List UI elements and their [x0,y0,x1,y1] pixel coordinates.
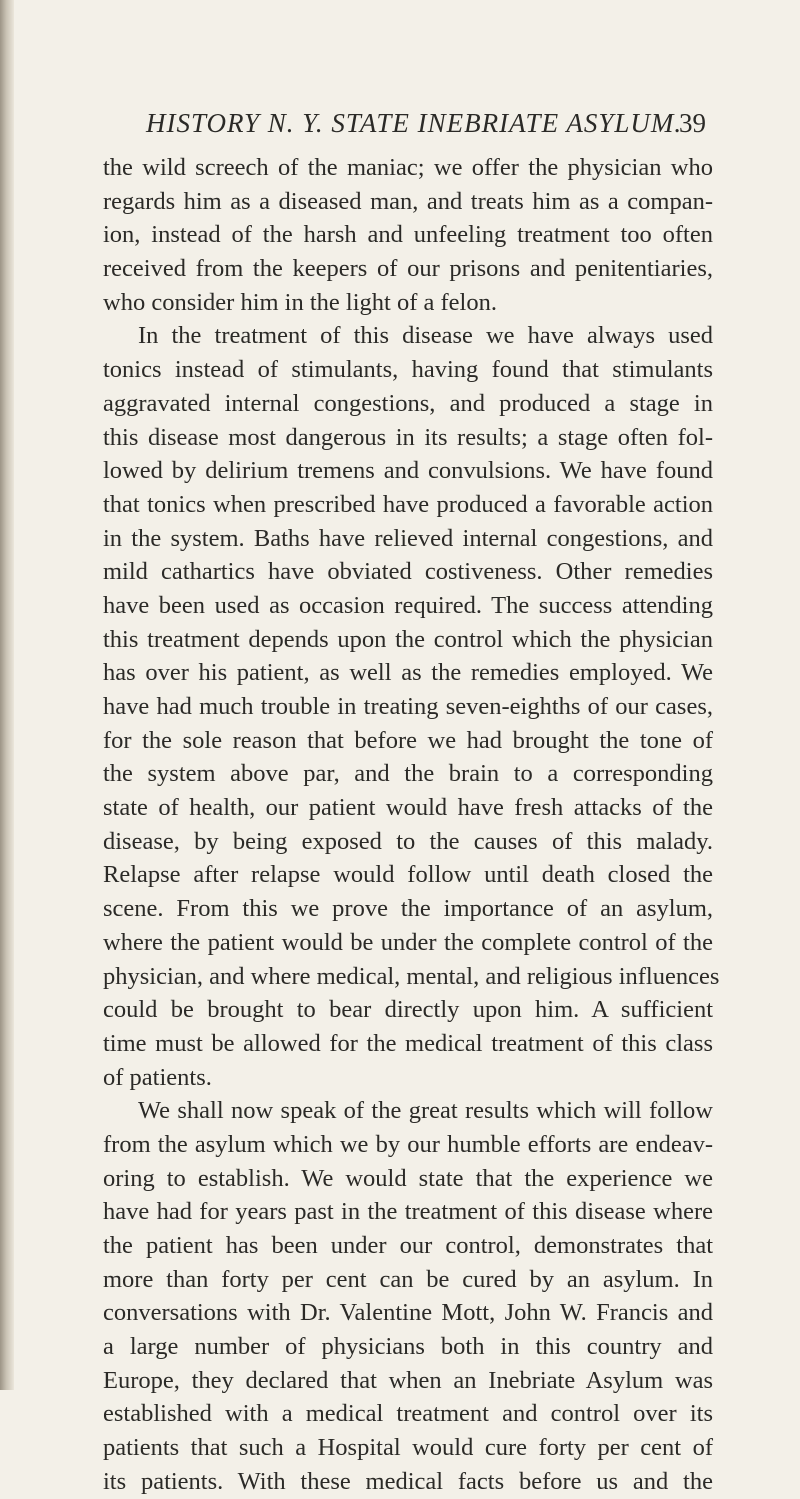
text-line: conversations with Dr. Valentine Mott, John W. Francis and [103,1299,713,1327]
text-line: its patients. With these medical facts before us and the [103,1467,713,1495]
text-line: scene. From this we prove the importance of an asylum, [103,895,713,923]
text-line: patients that such a Hospital would cure forty per cent of [103,1434,713,1462]
text-line: We shall now speak of the great results which will follow [138,1097,713,1125]
text-line: in the system. Baths have relieved internal congestions, and [103,524,713,552]
text-line: established with a medical treatment and control over its [103,1400,713,1428]
running-head [146,108,706,148]
text-line: lowed by delirium tremens and convulsions. We have found [103,457,713,485]
body-text [103,151,720,1499]
text-line: mild cathartics have obviated costiveness. Other remedies [103,558,713,586]
text-line: a large number of physicians both in this country and [103,1333,713,1361]
text-line: Europe, they declared that when an Inebriate Asylum was [103,1366,713,1394]
text-line: disease, by being exposed to the causes of this malady. [103,827,713,855]
text-line: state of health, our patient would have fresh attacks of the [103,794,713,822]
text-line: of patients. [103,1063,212,1091]
text-line: from the asylum which we by our humble efforts are endeav- [103,1130,713,1158]
text-line: oring to establish. We would state that the experience we [103,1164,713,1192]
text-line: the patient has been under our control, demonstrates that [103,1232,713,1259]
text-line: have been used as occasion required. The success attending [103,591,713,619]
text-line: that tonics when prescribed have produced a favorable action [103,490,713,518]
text-line: In the treatment of this disease we have always used [138,322,713,350]
text-line: aggravated internal congestions, and produced a stage in [103,389,713,417]
running-title: HISTORY N. Y. STATE INEBRIATE ASYLUM. [146,108,683,138]
text-line: this treatment depends upon the control which the physician [103,625,713,653]
text-line: ion, instead of the harsh and unfeeling treatment too often [103,221,713,249]
text-line: regards him as a diseased man, and treats him as a compan- [103,187,713,215]
text-line: where the patient would be under the complete control of the [103,928,713,956]
text-line: have had for years past in the treatment of this disease where [103,1198,713,1226]
text-line: received from the keepers of our prisons and penitentiaries, [103,255,713,283]
text-line: physician, and where medical, mental, and religious influences [103,962,720,990]
text-line: has over his patient, as well as the remedies employed. We [103,659,713,687]
text-line: the system above par, and the brain to a corresponding [103,760,713,788]
text-line: time must be allowed for the medical treatment of this class [103,1029,713,1057]
text-line: Relapse after relapse would follow until death closed the [103,861,713,889]
text-line: for the sole reason that before we had brought the tone of [103,726,713,754]
page-edge-shadow [0,0,14,1390]
text-line: could be brought to bear directly upon him. A sufficient [103,996,713,1024]
text-line: more than forty per cent can be cured by an asylum. In [103,1265,713,1293]
text-line: the wild screech of the maniac; we offer the physician who [103,154,713,181]
text-line: who consider him in the light of a felon. [103,288,497,316]
page-number: 39 [679,108,706,138]
text-line: tonics instead of stimulants, having found that stimulants [103,356,713,384]
text-line: have had much trouble in treating seven-eighths of our cases, [103,693,713,720]
text-line: this disease most dangerous in its results; a stage often fol- [103,423,713,451]
